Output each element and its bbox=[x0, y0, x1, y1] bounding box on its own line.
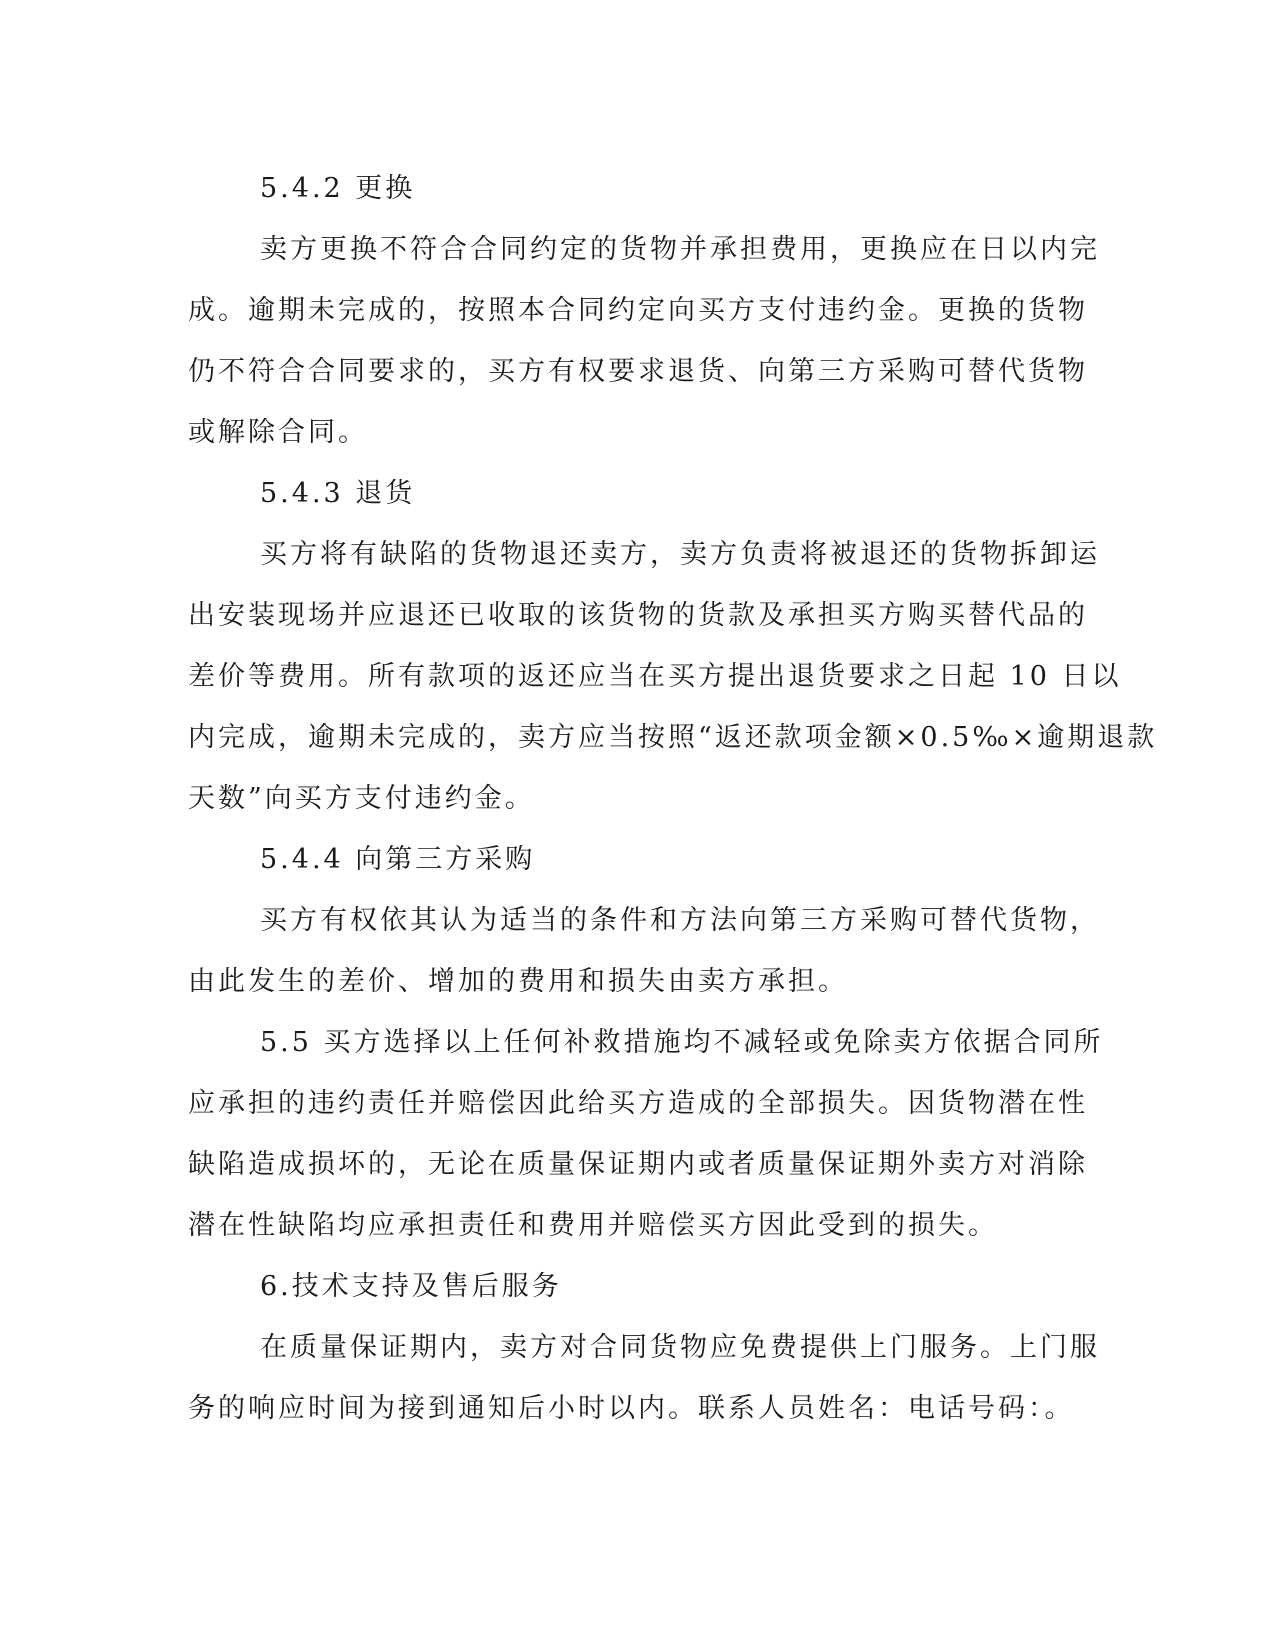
document-line: 天数”向买方支付违约金。 bbox=[188, 783, 535, 814]
document-line: 由此发生的差价、增加的费用和损失由卖方承担。 bbox=[188, 966, 848, 997]
document-line: 5.4.3 退货 bbox=[260, 478, 416, 509]
document-line: 缺陷造成损坏的，无论在质量保证期内或者质量保证期外卖方对消除 bbox=[188, 1149, 1088, 1180]
document-line: 5.4.4 向第三方采购 bbox=[260, 844, 536, 875]
document-line: 买方将有缺陷的货物退还卖方，卖方负责将被退还的货物拆卸运 bbox=[260, 539, 1100, 570]
document-line: 应承担的违约责任并赔偿因此给买方造成的全部损失。因货物潜在性 bbox=[188, 1088, 1088, 1119]
document-line: 5.4.2 更换 bbox=[260, 173, 416, 204]
document-line: 仍不符合合同要求的，买方有权要求退货、向第三方采购可替代货物 bbox=[188, 356, 1088, 387]
document-line: 差价等费用。所有款项的返还应当在买方提出退货要求之日起 10 日以 bbox=[188, 661, 1122, 692]
document-line: 卖方更换不符合合同约定的货物并承担费用，更换应在日以内完 bbox=[260, 234, 1100, 265]
document-line: 或解除合同。 bbox=[188, 417, 368, 448]
document-line: 出安装现场并应退还已收取的该货物的货款及承担买方购买替代品的 bbox=[188, 600, 1088, 631]
document-line: 内完成，逾期未完成的，卖方应当按照“返还款项金额×0.5‰×逾期退款 bbox=[188, 722, 1158, 753]
document-line: 买方有权依其认为适当的条件和方法向第三方采购可替代货物， bbox=[260, 905, 1100, 936]
document-line: 在质量保证期内，卖方对合同货物应免费提供上门服务。上门服 bbox=[260, 1332, 1100, 1363]
document-line: 务的响应时间为接到通知后小时以内。联系人员姓名：电话号码：。 bbox=[188, 1393, 1075, 1424]
document-line: 潜在性缺陷均应承担责任和费用并赔偿买方因此受到的损失。 bbox=[188, 1210, 998, 1241]
document-line: 6.技术支持及售后服务 bbox=[260, 1271, 562, 1302]
document-body bbox=[188, 158, 1158, 1439]
document-line: 成。逾期未完成的，按照本合同约定向买方支付违约金。更换的货物 bbox=[188, 295, 1088, 326]
document-line: 5.5 买方选择以上任何补救措施均不减轻或免除卖方依据合同所 bbox=[260, 1027, 1104, 1058]
